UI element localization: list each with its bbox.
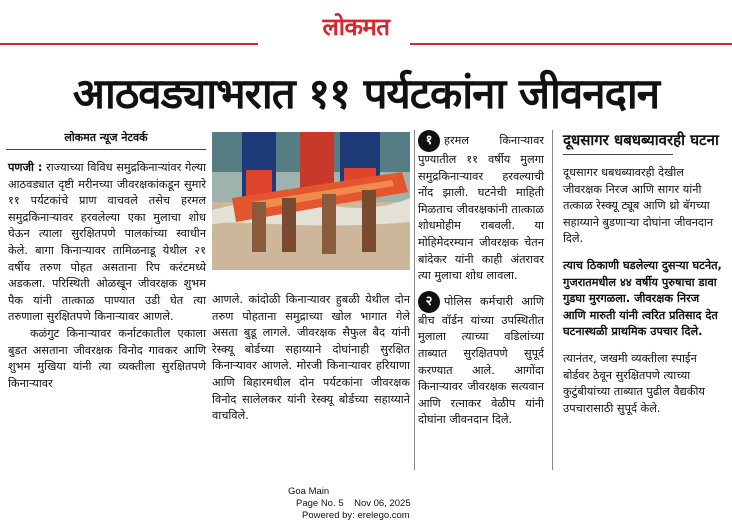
numbered-item-2 (418, 291, 544, 429)
dateline: पणजी : (8, 161, 43, 174)
item1-text: हरमल किनाऱ्यावर पुण्यातील ११ वर्षीय मुलगा समुद्रकिनाऱ्यावर हरवल्याची नोंद झाली. घटनेची माहिती मिळताच जीवरक्षकांनी तात्काळ शोधमोहीम राबवली. या मोहिमेदरम्यान जीवरक्षक चेतन बांदेकर यांनी काही अंतरावर त्या मुलाचा शोध लावला. (418, 134, 544, 283)
footer-edition: Goa Main (288, 486, 330, 497)
page-footer (288, 486, 468, 522)
sidebar-heading-text: दूधसागर धबधब्यावरही घटना (563, 131, 719, 149)
photo-illustration (212, 132, 410, 270)
article-column-2 (212, 292, 410, 425)
number-badge-2: २ (418, 291, 440, 313)
sidebar-column (563, 130, 725, 427)
sidebar-para2: त्याच ठिकाणी घडलेल्या दुसऱ्या घटनेत, गुजरातमधील ४४ वर्षीय पुरुषाचा डावा गुडघा मुरगळला. जीवरक्षक निरज आणि मारुती यांनी त्वरित प्रतिसाद देत घटनास्थळी प्राथमिक उपचार दिले. (563, 258, 722, 339)
masthead (0, 8, 732, 42)
article-headline: आठवड्याभरात ११ पर्यटकांना जीवनदान (72, 69, 660, 118)
footer-powered-by: Powered by: erelego.com (302, 510, 410, 521)
sidebar-para3: त्यानंतर, जखमी व्यक्तीला स्पाईन बोर्डवर ठेवून सुरक्षितपणे त्याच्या कुटुंबीयांच्या ताब्यात पुढील वैद्यकीय उपचारासाठी सुपूर्द केले. (563, 351, 705, 415)
col1-para2: कळंगुट किनाऱ्यावर कर्नाटकातील एकाला बुडत असताना जीवरक्षक विनोद गावकर आणि शुभम मुखिया यांनी त्या व्यक्तीला सुरक्षितपणे किनाऱ्यावर (8, 326, 206, 390)
article-column-1 (8, 160, 206, 392)
heading-underline (563, 154, 673, 155)
masthead-rule-left (0, 43, 258, 45)
column-divider-2 (552, 130, 553, 470)
footer-page-date (288, 498, 468, 510)
masthead-rule-right (410, 43, 732, 45)
sidebar-heading (563, 130, 725, 155)
numbered-item-1 (418, 130, 544, 285)
number-badge-1: १ (418, 130, 440, 152)
article-column-3 (418, 130, 544, 435)
column-divider (414, 130, 415, 470)
footer-date: Nov 06, 2025 (354, 498, 411, 509)
byline: लोकमत न्यूज नेटवर्क (6, 130, 206, 150)
col2-para: आणले. कांदोळी किनाऱ्यावर हुबळी येथील दोन तरुण पोहताना समुद्राच्या खोल भागात गेले असता बुडू लागले. जीवरक्षक सैफुल बैद यांनी रेस्क्यू बोर्डच्या सहाय्याने दोघांनाही सुरक्षित किनाऱ्यावर आणले. मोरजी किनाऱ्यावर हरियाणा आणि बिहारमधील दोन पर्यटकांना जीवरक्षक विनोद सालेलकर यांनी रेस्क्यू बोर्डच्या सहाय्याने वाचविले. (212, 293, 410, 423)
lifeguard-rescue-photo (212, 132, 410, 270)
footer-page: Page No. 5 (296, 498, 344, 509)
newspaper-logo: लोकमत (322, 12, 390, 41)
item2-text: पोलिस कर्मचारी आणि बीच वॉर्डन यांच्या उपस्थितीत मुलाला त्याच्या वडिलांच्या ताब्यात सुरक्षितपणे सुपूर्द करण्यात आले. आगोंदा किनाऱ्यावर जीवरक्षक सत्यवान आणि रत्नाकर वेळीप यांनी दोघांना जीवनदान दिले. (418, 294, 544, 427)
col1-para1: राज्याच्या विविध समुद्रकिनाऱ्यांवर गेल्या आठवड्यात दृष्टी मरीनच्या जीवरक्षकांकडून सुमारे ११ पर्यटकांचे प्राण वाचवले तसेच हरमल समुद्रकिनाऱ्यावर हरवलेल्या एका मुलाचा शोध घेऊन त्याला सुरक्षितपणे पालकांच्या स्वाधीन केले. बागा किनाऱ्यावर तामिळनाडू येथील २१ वर्षीय तरुण पोहत असताना रिप करंटमध्ये अडकला. परिस्थिती ओळखून जीवरक्षक शुभम पैक यांनी तात्काळ पाण्यात उडी घेत त्या तरुणाला सुरक्षितपणे किनाऱ्यावर आणले. (8, 161, 207, 324)
sidebar-para1: दूधसागर धबधब्यावरही देखील जीवरक्षक निरज आणि सागर यांनी तत्काळ रेस्क्यू ट्यूब आणि थ्रो बॅगच्या सहाय्याने बुडणाऱ्या दोघांना जीवनदान दिले. (563, 166, 714, 246)
